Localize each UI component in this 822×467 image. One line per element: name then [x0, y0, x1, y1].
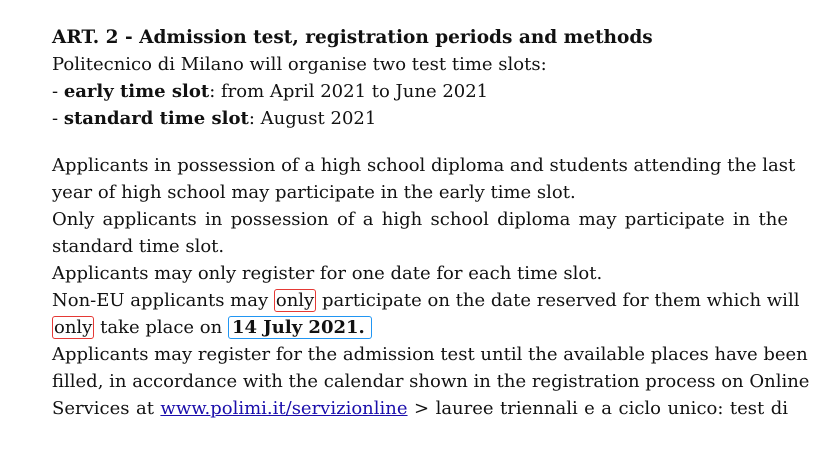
para4-text-end: participate on the date reserved for them which will	[316, 290, 800, 311]
slot-prefix: -	[52, 81, 64, 102]
para4-text-mid: take place on	[94, 317, 228, 338]
slot-prefix: -	[52, 108, 64, 129]
slot-label-early: early time slot	[63, 81, 210, 102]
intro-line: Politecnico di Milano will organise two test time slots:	[52, 54, 547, 75]
document-body	[52, 24, 810, 422]
para4-text-start: Non-EU applicants may	[52, 290, 274, 311]
para1-line1: Applicants in possession of a high school diploma and students attending the last	[52, 155, 796, 176]
para5-line1: Applicants may register for the admission test until the available places have been	[52, 344, 808, 365]
spacer	[52, 132, 788, 152]
para3-line: Applicants may only register for one date for each time slot.	[52, 263, 603, 284]
para4-line2	[52, 314, 788, 341]
slot-label-standard: standard time slot	[63, 108, 249, 129]
para5-line3	[52, 395, 788, 422]
para2-line2: standard time slot.	[52, 236, 225, 257]
slot-text-early: : from April 2021 to June 2021	[209, 81, 489, 102]
article-heading: ART. 2 - Admission test, registration periods and methods	[52, 27, 653, 48]
slot-text-standard: : August 2021	[248, 108, 377, 129]
para1-line2: year of high school may participate in the early time slot.	[52, 182, 576, 203]
para5-text-end: > lauree triennali e a ciclo unico: test di	[407, 398, 788, 419]
para2-line1: Only applicants in possession of a high school diploma may participate in the	[52, 209, 788, 230]
highlight-only-2[interactable]: only	[54, 317, 93, 338]
servizionline-link[interactable]: www.polimi.it/servizionline	[160, 398, 408, 419]
highlight-only-1[interactable]: only	[275, 290, 315, 311]
slot-early	[52, 78, 788, 105]
slot-standard	[52, 105, 788, 132]
para5-text-start: Services at	[52, 398, 161, 419]
highlight-date[interactable]: 14 July 2021.	[228, 316, 372, 339]
para4-line1	[52, 287, 800, 314]
para5-line2: filled, in accordance with the calendar shown in the registration process on Online	[52, 371, 810, 392]
